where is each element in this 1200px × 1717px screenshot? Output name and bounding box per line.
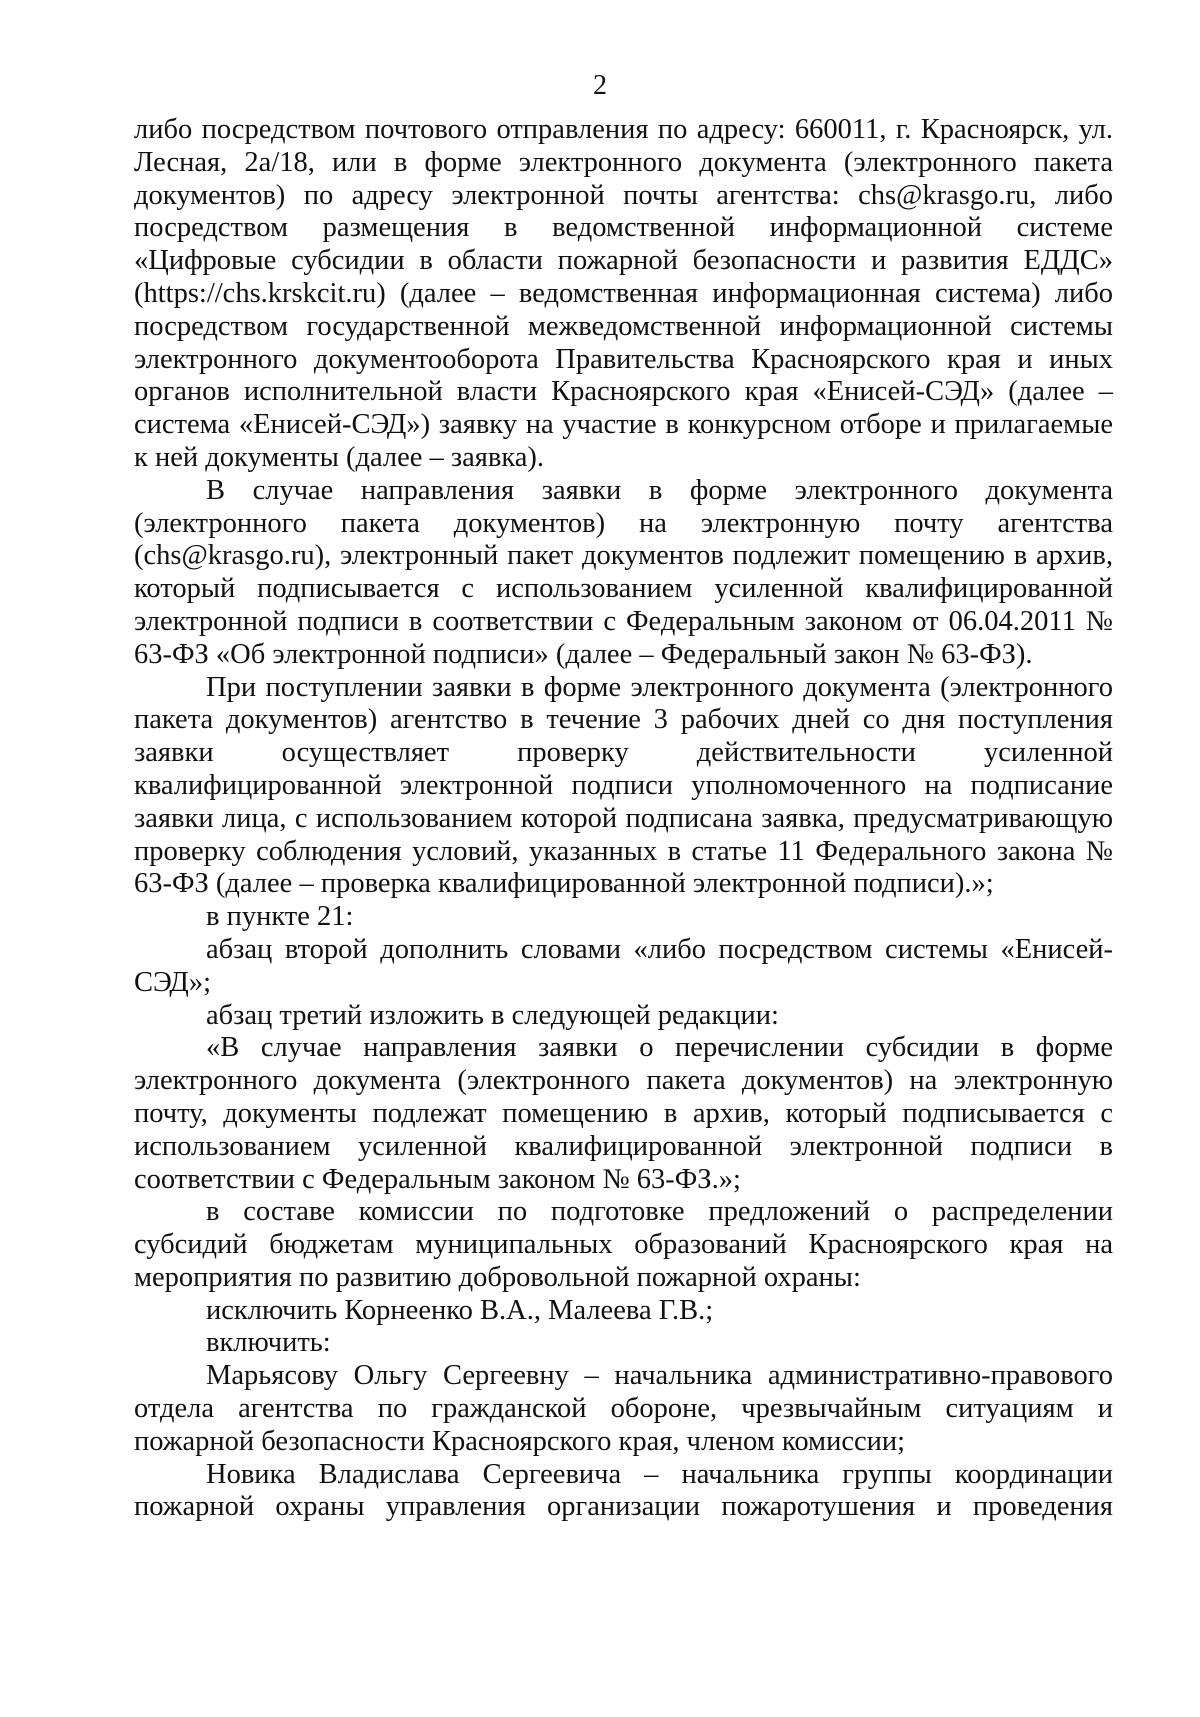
paragraph-11: Марьясову Ольгу Сергеевну – начальника административно-правового отдела агентства по гражданской обороне, чрезвычайным ситуациям и пожарной безопасности Красноярского края, членом комиссии; — [134, 1360, 1113, 1457]
page-number: 2 — [593, 70, 607, 101]
paragraph-6: абзац третий изложить в следующей редакции: — [206, 999, 779, 1031]
document-body — [134, 114, 1113, 1524]
paragraph-12: Новика Владислава Сергеевича – начальника группы координации пожарной охраны управления организации пожаротушения и проведения — [134, 1458, 1113, 1523]
paragraph-2: В случае направления заявки в форме электронного документа (электронного пакета документов) на электронную почту агентства (chs@krasgo.ru), электронный пакет документов подлежит помещению в архив, который подписывается с использованием усиленной квалифицированной электронной подписи в соответствии с Федеральным законом от 06.04.2011 № 63-ФЗ «Об электронной подписи» (далее – Федеральный закон № 63-ФЗ). — [134, 474, 1113, 670]
paragraph-3: При поступлении заявки в форме электронного документа (электронного пакета документов) агентство в течение 3 рабочих дней со дня поступления заявки осуществляет проверку действительности усиленной квалифицированной электронной подписи уполномоченного на подписание заявки лица, с использованием которой подписана заявка, предусматривающую проверку соблюдения условий, указанных в статье 11 Федерального закона № 63-ФЗ (далее – проверка квалифицированной электронной подписи).»; — [134, 671, 1113, 900]
paragraph-9: исключить Корнеенко В.А., Малеева Г.В.; — [206, 1294, 714, 1326]
paragraph-5: абзац второй дополнить словами «либо посредством системы «Енисей-СЭД»; — [134, 933, 1113, 998]
paragraph-8: в составе комиссии по подготовке предложений о распределении субсидий бюджетам муниципальных образований Красноярского края на мероприятия по развитию добровольной пожарной охраны: — [134, 1196, 1113, 1293]
paragraph-4: в пункте 21: — [206, 901, 354, 933]
paragraph-7: «В случае направления заявки о перечислении субсидии в форме электронного документа (электронного пакета документов) на электронную почту, документы подлежат помещению в архив, который подписывается с использованием усиленной квалифицированной электронной подписи в соответствии с Федеральным законом № 63-ФЗ.»; — [134, 1032, 1113, 1195]
paragraph-10: включить: — [206, 1327, 331, 1359]
paragraph-1: либо посредством почтового отправления по адресу: 660011, г. Красноярск, ул. Лесная, 2а/18, или в форме электронного документа (электронного пакета документов) по адресу электронной почты агентства: chs@krasgo.ru, либо посредством размещения в ведомственной информационной системе «Цифровые субсидии в области пожарной безопасности и развития ЕДДС» (https://chs.krskcit.ru) (далее – ведомственная информационная система) либо посредством государственной межведомственной информационной системы электронного документооборота Правительства Красноярского края и иных органов исполнительной власти Красноярского края «Енисей-СЭД» (далее – система «Енисей-СЭД») заявку на участие в конкурсном отборе и прилагаемые к ней документы (далее – заявка). — [134, 114, 1113, 473]
